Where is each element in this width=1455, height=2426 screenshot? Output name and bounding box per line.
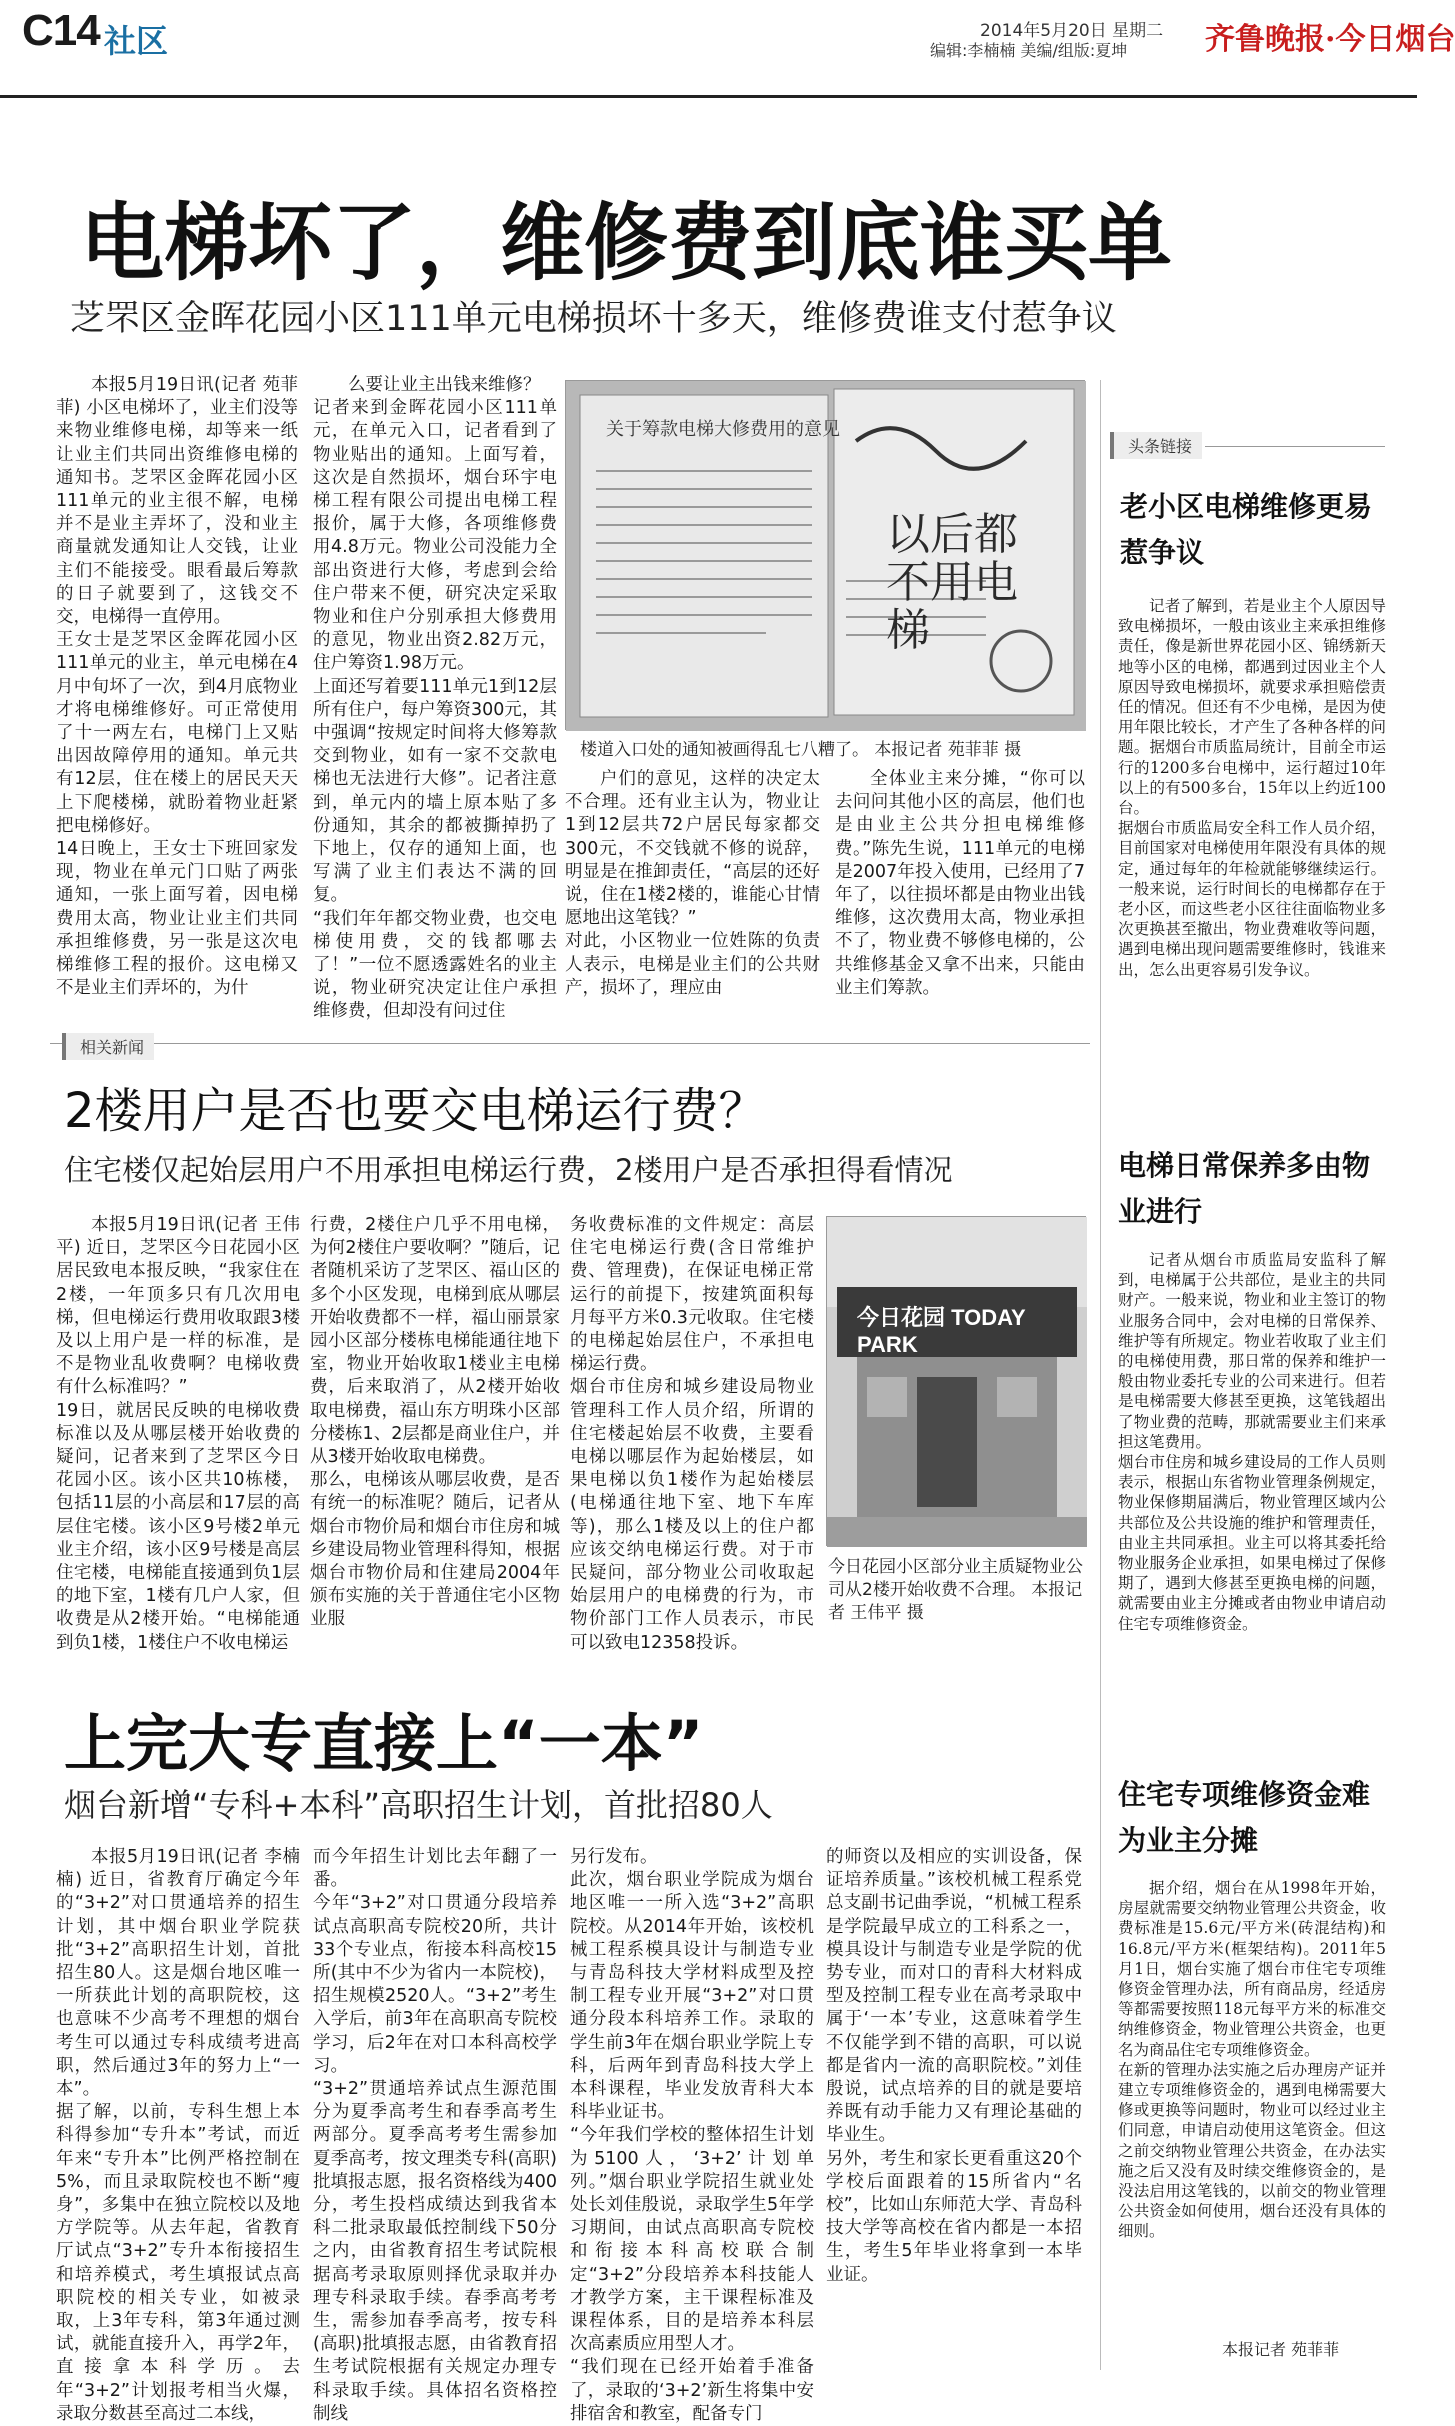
article3-col1: 本报5月19日讯(记者 李楠楠) 近日，省教育厅确定今年的“3+2”对口贯通培养的招生计划，其中烟台职业学院获批“3+2”高职招生计划，首批招生80人。这是烟台地区唯一一所获此计划的高职院校，这也意味不少高考不理想的烟台考生可以通过专科成绩考进高职，然后通过3年的努力上“一本”。 据了解，以前，专科生想上本科得参加“专升本”考试，而近年来“专升本”比例严格控制在5%，而且录取院校也不断“瘦身”，多集中在独立院校以及地方学院等。从去年起，省教育厅试点“3+2”专升本衔接招生和培养模式，考生填报试点高职院校的相关专业，如被录取，上3年专科，第3年通过测试，就能直接升入，再学2年，直接拿本科学历。去年“3+2”计划报考相当火爆，录取分数甚至高过二本线，: [56, 1847, 300, 2424]
notice-title: 关于筹款电梯大修费用的意见: [606, 419, 840, 440]
article1-col3: 户们的意见，这样的决定太不合理。还有业主认为，物业让1到12层共72户居民每家都交300元，不交钱就不修的说辞，明显是在推卸责任，“高层的还好说，住在1楼2楼的，谁能心甘情愿地出这笔钱？” 对此，小区物业一位姓陈的负责人表示，电梯是业主们的公共财产，损坏了，理应由: [565, 769, 820, 998]
article2-photo: [826, 1216, 1086, 1546]
sidebar-section3-title: 住宅专项维修资金难为业主分摊: [1118, 1778, 1371, 1857]
page-number: C14: [22, 6, 100, 55]
article3-col2: 而今年招生计划比去年翻了一番。 今年“3+2”对口贯通分段培养试点高职高专院校20所，共计33个专业点，衔接本科高校15所(其中不少为省内一本院校)，招生规模2520人。“3+2”考生入学后，前3年在高职高专院校学习，后2年在对口本科高校学习。 “3+2”贯通培养试点生源范围分为夏季高考生和春季高考生两部分。夏季高考考生需参加夏季高考，按文理类专科(高职)批填报志愿，报名资格线为400分，考生投档成绩达到我省本科二批录取最低控制线下50分之内，由省教育招生考试院根据高考录取原则择优录取并办理专科录取手续。春季高考考生，需参加春季高考，按专科(高职)批填报志愿，由省教育招生考试院根据有关规定办理专科录取手续。具体招名资格控制线: [313, 1847, 557, 2424]
section-label: 社区: [104, 22, 169, 60]
related-news-tag: 相关新闻: [62, 1033, 154, 1060]
article3-headline: 上完大专直接上“一本”: [64, 1707, 704, 1780]
related-divider: [50, 1043, 1090, 1044]
sidebar-rule: [1100, 380, 1101, 2370]
building-photo-illustration: [827, 1217, 1087, 1547]
sidebar-tag-line: [1205, 446, 1385, 447]
article1-photo: [565, 380, 1085, 730]
editor-credit: 编辑:李楠楠 美编/组版:夏坤: [930, 41, 1128, 60]
sidebar-byline: 本报记者 苑菲菲: [1222, 2340, 1340, 2359]
article2-headline: 2楼用户是否也要交电梯运行费？: [64, 1083, 767, 1139]
article1-col2: 么要让业主出钱来维修？ 记者来到金晖花园小区111单元，在单元入口，记者看到了物业贴出的通知。上面写着，这次是自然损坏，烟台环宇电梯工程有限公司提出电梯工程报价，属于大修，各项维修费用4.8万元。物业公司没能力全部出资进行大修，考虑到会给住户带来不便，研究决定采取物业和住户分别承担大修费用的意见，物业出资2.82万元，住户筹资1.98万元。 上面还写着要111单元1到12层所有住户，每户筹资300元，其中强调“按规定时间将大修筹款交到物业，如有一家不交款电梯也无法进行大修”。记者注意到，单元内的墙上原本贴了多份通知，其余的都被撕掉扔了下地上，仅存的通知上面，也写满了业主们表达不满的回复。 “我们年年都交物业费，也交电梯使用费，交的钱都哪去了！”一位不愿透露姓名的业主说，物业研究决定让住户承担维修费，但却没有问过住: [313, 375, 557, 1022]
notice-scrawl: 以后都不用电梯: [886, 509, 1018, 656]
building-sign: 今日花园 TODAY PARK: [857, 1305, 1026, 1357]
article3-subhead: 烟台新增“专科+本科”高职招生计划，首批招80人: [64, 1786, 773, 1824]
article2-col3: 务收费标准的文件规定：高层住宅电梯运行费(含日常维护费、管理费)，在保证电梯正常运行的前提下，按建筑面积每月每平方米0.3元收取。住宅楼的电梯起始层住户，不承担电梯运行费。 烟台市住房和城乡建设局物业管理科工作人员介绍，所谓的住宅楼起始层不收费，主要看电梯以哪层作为起始楼层，如果电梯以负1楼作为起始楼层(电梯通往地下室、地下车库等)，那么1楼及以上的住户都应该交纳电梯运行费。对于市民疑问，部分物业公司收取起始层用户的电梯费的行为，市物价部门工作人员表示，市民可以致电12358投诉。: [570, 1215, 814, 1653]
article1-subhead: 芝罘区金晖花园小区111单元电梯损坏十多天，维修费谁支付惹争议: [70, 299, 1117, 339]
article1-col1: 本报5月19日讯(记者 苑菲菲) 小区电梯坏了，业主们没等来物业维修电梯，却等来一纸让业主们共同出资维修电梯的通知书。芝罘区金晖花园小区111单元的业主很不解，电梯并不是业主弄坏了，没和业主商量就发通知让人交钱，让业主们不能接受。眼看最后筹款的日子就要到了，这钱交不交，电梯得一直停用。 王女士是芝罘区金晖花园小区111单元的业主，单元电梯在4月中旬坏了一次，到4月底物业才将电梯维修好。可正常使用了十一两左右，电梯门上又贴出因故障停用的通知。单元共有12层，住在楼上的居民天天上下爬楼梯，就盼着物业赶紧把电梯修好。 14日晚上，王女士下班回家发现，物业在单元门口贴了两张通知，一张上面写着，因电梯费用太高，物业让业主们共同承担维修费，另一张是这次电梯维修工程的报价。这电梯又不是业主们弄坏的，为什: [56, 375, 298, 999]
article1-photo-caption: 楼道入口处的通知被画得乱七八糟了。 本报记者 苑菲菲 摄: [580, 740, 1022, 760]
sidebar-section3-body: 据介绍，烟台在从1998年开始，房屋就需要交纳物业管理公共资金，收费标准是15.6元/平方米(砖混结构)和16.8元/平方米(框架结构)。2011年5月1日，烟台实施了烟台市住宅专项维修资金管理办法，所有商品房，经适房等都需要按照118元每平方米的标准交纳维修资金，物业管理公共资金，也更名为商品住宅专项维修资金。 在新的管理办法实施之后办理房产证并建立专项维修资金的，遇到电梯需要大修或更换等问题时，物业可以经过业主们同意，申请启动使用这笔资金。但这之前交纳物业管理公共资金，在办法实施之后又没有及时续交维修资金的，是没法启用这笔钱的，以前交的物业管理公共资金如何使用，烟台还没有具体的细则。: [1118, 1879, 1386, 2241]
article2-col1: 本报5月19日讯(记者 王伟平) 近日，芝罘区今日花园小区居民致电本报反映，“我家住在2楼，一年顶多只有几次用电梯，但电梯运行费用收取跟3楼及以上用户是一样的标准，是不是物业乱收费啊？电梯收费有什么标准吗？” 19日，就居民反映的电梯收费标准以及从哪层楼开始收费的疑问，记者来到了芝罘区今日花园小区。该小区共10栋楼，包括11层的小高层和17层的高层住宅楼。该小区9号楼2单元业主介绍，该小区9号楼是高层住宅楼，电梯能直接通到负1层的地下室，1楼有几户人家，但收费是从2楼开始。“电梯能通到负1楼，1楼住户不收电梯运: [56, 1215, 300, 1653]
article3-col3: 另行发布。 此次，烟台职业学院成为烟台地区唯一一所入选“3+2”高职院校。从2014年开始，该校机械工程系模具设计与制造专业与青岛科技大学材料成型及控制工程专业开展“3+2”对口贯通分段本科培养工作。录取的学生前3年在烟台职业学院上专科，后两年到青岛科技大学上本科课程，毕业发放青科大本科毕业证书。 “今年我们学校的整体招生计划为5100人，‘3+2’计划单列。”烟台职业学院招生就业处处长刘佳殷说，录取学生5年学习期间，由试点高职高专院校和衔接本科高校联合制定“3+2”分段培养本科技能人才教学方案，主干课程标准及课程体系，目的是培养本科层次高素质应用型人才。 “我们现在已经开始着手准备了，录取的‘3+2’新生将集中安排宿舍和教室，配备专门: [570, 1847, 814, 2424]
header-divider: [0, 95, 1417, 98]
article2-col2: 行费，2楼住户几乎不用电梯，为何2楼住户要收啊？”随后，记者随机采访了芝罘区、福山区的多个小区发现，电梯到底从哪层开始收费都不一样，福山丽景家园小区部分楼栋电梯能通往地下室，物业开始收取1楼业主电梯费，后来取消了，从2楼开始收取电梯费，福山东方明珠小区部分楼栋1、2层都是商业住户，并从3楼开始收取电梯费。 那么，电梯该从哪层收费，是否有统一的标准呢？随后，记者从烟台市物价局和烟台市住房和城乡建设局物业管理科得知，根据烟台市物价局和住建局2004年颁布实施的关于普通住宅小区物业服: [310, 1215, 560, 1630]
newspaper-logo: 齐鲁晚报·今日烟台: [1205, 22, 1455, 57]
article1-col4: 全体业主来分摊，“你可以去问问其他小区的高层，他们也是由业主公共分担电梯维修费。”陈先生说，111单元的电梯是2007年投入使用，已经用了7年了，以往损坏都是由物业出钱维修，这次费用太高，物业承担不了，物业费不够修电梯的，公共维修基金又拿不出来，只能由业主们筹款。: [835, 769, 1085, 998]
sidebar-section2-body: 记者从烟台市质监局安监科了解到，电梯属于公共部位，是业主的共同财产。一般来说，物业和业主签订的物业服务合同中，会对电梯的日常保养、维护等有所规定。物业若收取了业主们的电梯使用费，那日常的保养和维护一般由物业委托专业的公司来进行。但若是电梯需要大修甚至更换，这笔钱超出了物业费的范畴，那就需要业主们来承担这笔费用。 烟台市住房和城乡建设局的工作人员则表示，根据山东省物业管理条例规定，物业保修期届满后，物业管理区域内公共部位及公共设施的维护和管理责任，由业主共同承担。业主可以将其委托给物业服务企业承担，如果电梯过了保修期了，遇到大修甚至更换电梯的问题，就需要由业主分摊或者由物业申请启动住宅专项维修资金。: [1118, 1251, 1386, 1633]
sidebar-tag: 头条链接: [1110, 432, 1202, 459]
sidebar-section1-title: 老小区电梯维修更易惹争议: [1120, 490, 1373, 569]
sidebar-section2-title: 电梯日常保养多由物业进行: [1118, 1149, 1371, 1228]
issue-date: 2014年5月20日 星期二: [980, 21, 1164, 41]
article1-headline: 电梯坏了，维修费到底谁买单: [80, 194, 1173, 292]
article2-subhead: 住宅楼仅起始层用户不用承担电梯运行费，2楼用户是否承担得看情况: [64, 1153, 953, 1187]
article2-photo-caption: 今日花园小区部分业主质疑物业公司从2楼开始收费不合理。 本报记者 王伟平 摄: [828, 1557, 1083, 1623]
sidebar-section1-body: 记者了解到，若是业主个人原因导致电梯损坏，一般由该业主来承担维修责任，像是新世界花园小区、锦绣新天地等小区的电梯，都遇到过因业主个人原因导致电梯损坏，就要求承担赔偿责任的情况。但还有不少电梯，是因为使用年限比较长，才产生了各种各样的问题。据烟台市质监局统计，目前全市运行的1200多台电梯中，运行超过10年以上的有500多台，15年以上约近100台。 据烟台市质监局安全科工作人员介绍，目前国家对电梯使用年限没有具体的规定，通过每年的年检就能够继续运行。一般来说，运行时间长的电梯都存在于老小区，而这些老小区往往面临物业多次更换甚至撤出，物业费难收等问题，遇到电梯出现问题需要维修时，钱谁来出，怎么出更容易引发争议。: [1118, 597, 1386, 979]
article3-col4: 的师资以及相应的实训设备，保证培养质量。”该校机械工程系党总支副书记曲季说，“机械工程系是学院最早成立的工科系之一，模具设计与制造专业是学院的优势专业，而对口的青科大材料成型及控制工程专业在高考录取中属于‘一本’专业，这意味着学生不仅能学到不错的高职，可以说都是省内一流的高职院校。”刘佳殷说，试点培养的目的就是要培养既有动手能力又有理论基础的毕业生。 另外，考生和家长更看重这20个学校后面跟着的15所省内“名校”，比如山东师范大学、青岛科技大学等高校在省内都是一本招生，考生5年毕业将拿到一本毕业证。: [826, 1847, 1082, 2285]
